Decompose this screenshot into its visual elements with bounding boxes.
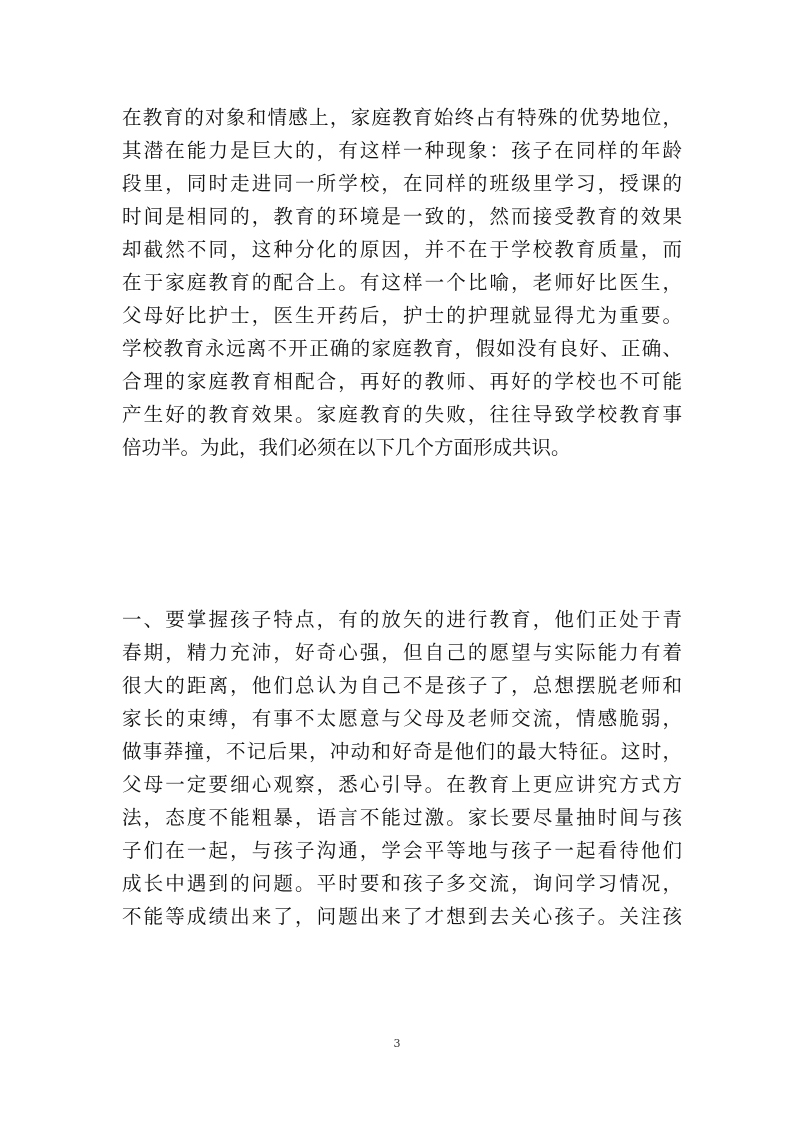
text-line: 很大的距离，他们总认为自己不是孩子了，总想摆脱老师和 (122, 674, 682, 697)
text-line: 家长的束缚，有事不太愿意与父母及老师交流，情感脆弱， (122, 707, 682, 730)
text-line: 学校教育永远离不开正确的家庭教育，假如没有良好、正确、 (122, 337, 682, 360)
text-line: 成长中遇到的问题。平时要和孩子多交流，询问学习情况， (122, 872, 682, 895)
text-line: 不能等成绩出来了，问题出来了才想到去关心孩子。关注孩 (122, 905, 682, 928)
text-line: 父母好比护士，医生开药后，护士的护理就显得尤为重要。 (122, 304, 682, 327)
text-line: 倍功半。为此，我们必须在以下几个方面形成共识。 (122, 436, 571, 459)
paragraph-intro (122, 101, 682, 464)
text-line: 一、要掌握孩子特点，有的放矢的进行教育，他们正处于青 (122, 608, 682, 631)
text-line: 法，态度不能粗暴，语言不能过激。家长要尽量抽时间与孩 (122, 806, 682, 829)
paragraph-point-one (122, 603, 682, 933)
text-line: 时间是相同的，教育的环境是一致的，然而接受教育的效果 (122, 205, 682, 228)
text-line: 在于家庭教育的配合上。有这样一个比喻，老师好比医生， (122, 271, 682, 294)
text-line: 子们在一起，与孩子沟通，学会平等地与孩子一起看待他们 (122, 839, 682, 862)
text-line: 产生好的教育效果。家庭教育的失败，往往导致学校教育事 (122, 403, 682, 426)
text-line: 父母一定要细心观察，悉心引导。在教育上更应讲究方式方 (122, 773, 682, 796)
text-line: 做事莽撞，不记后果，冲动和好奇是他们的最大特征。这时， (122, 740, 682, 763)
text-line: 合理的家庭教育相配合，再好的教师、再好的学校也不可能 (122, 370, 682, 393)
text-line: 却截然不同，这种分化的原因，并不在于学校教育质量，而 (122, 238, 682, 261)
text-line: 其潜在能力是巨大的，有这样一种现象：孩子在同样的年龄 (122, 139, 682, 162)
text-line: 在教育的对象和情感上，家庭教育始终占有特殊的优势地位， (122, 106, 682, 129)
page-number: 3 (393, 1037, 401, 1050)
text-line: 段里，同时走进同一所学校，在同样的班级里学习，授课的 (122, 172, 682, 195)
text-line: 春期，精力充沛，好奇心强，但自己的愿望与实际能力有着 (122, 641, 682, 664)
